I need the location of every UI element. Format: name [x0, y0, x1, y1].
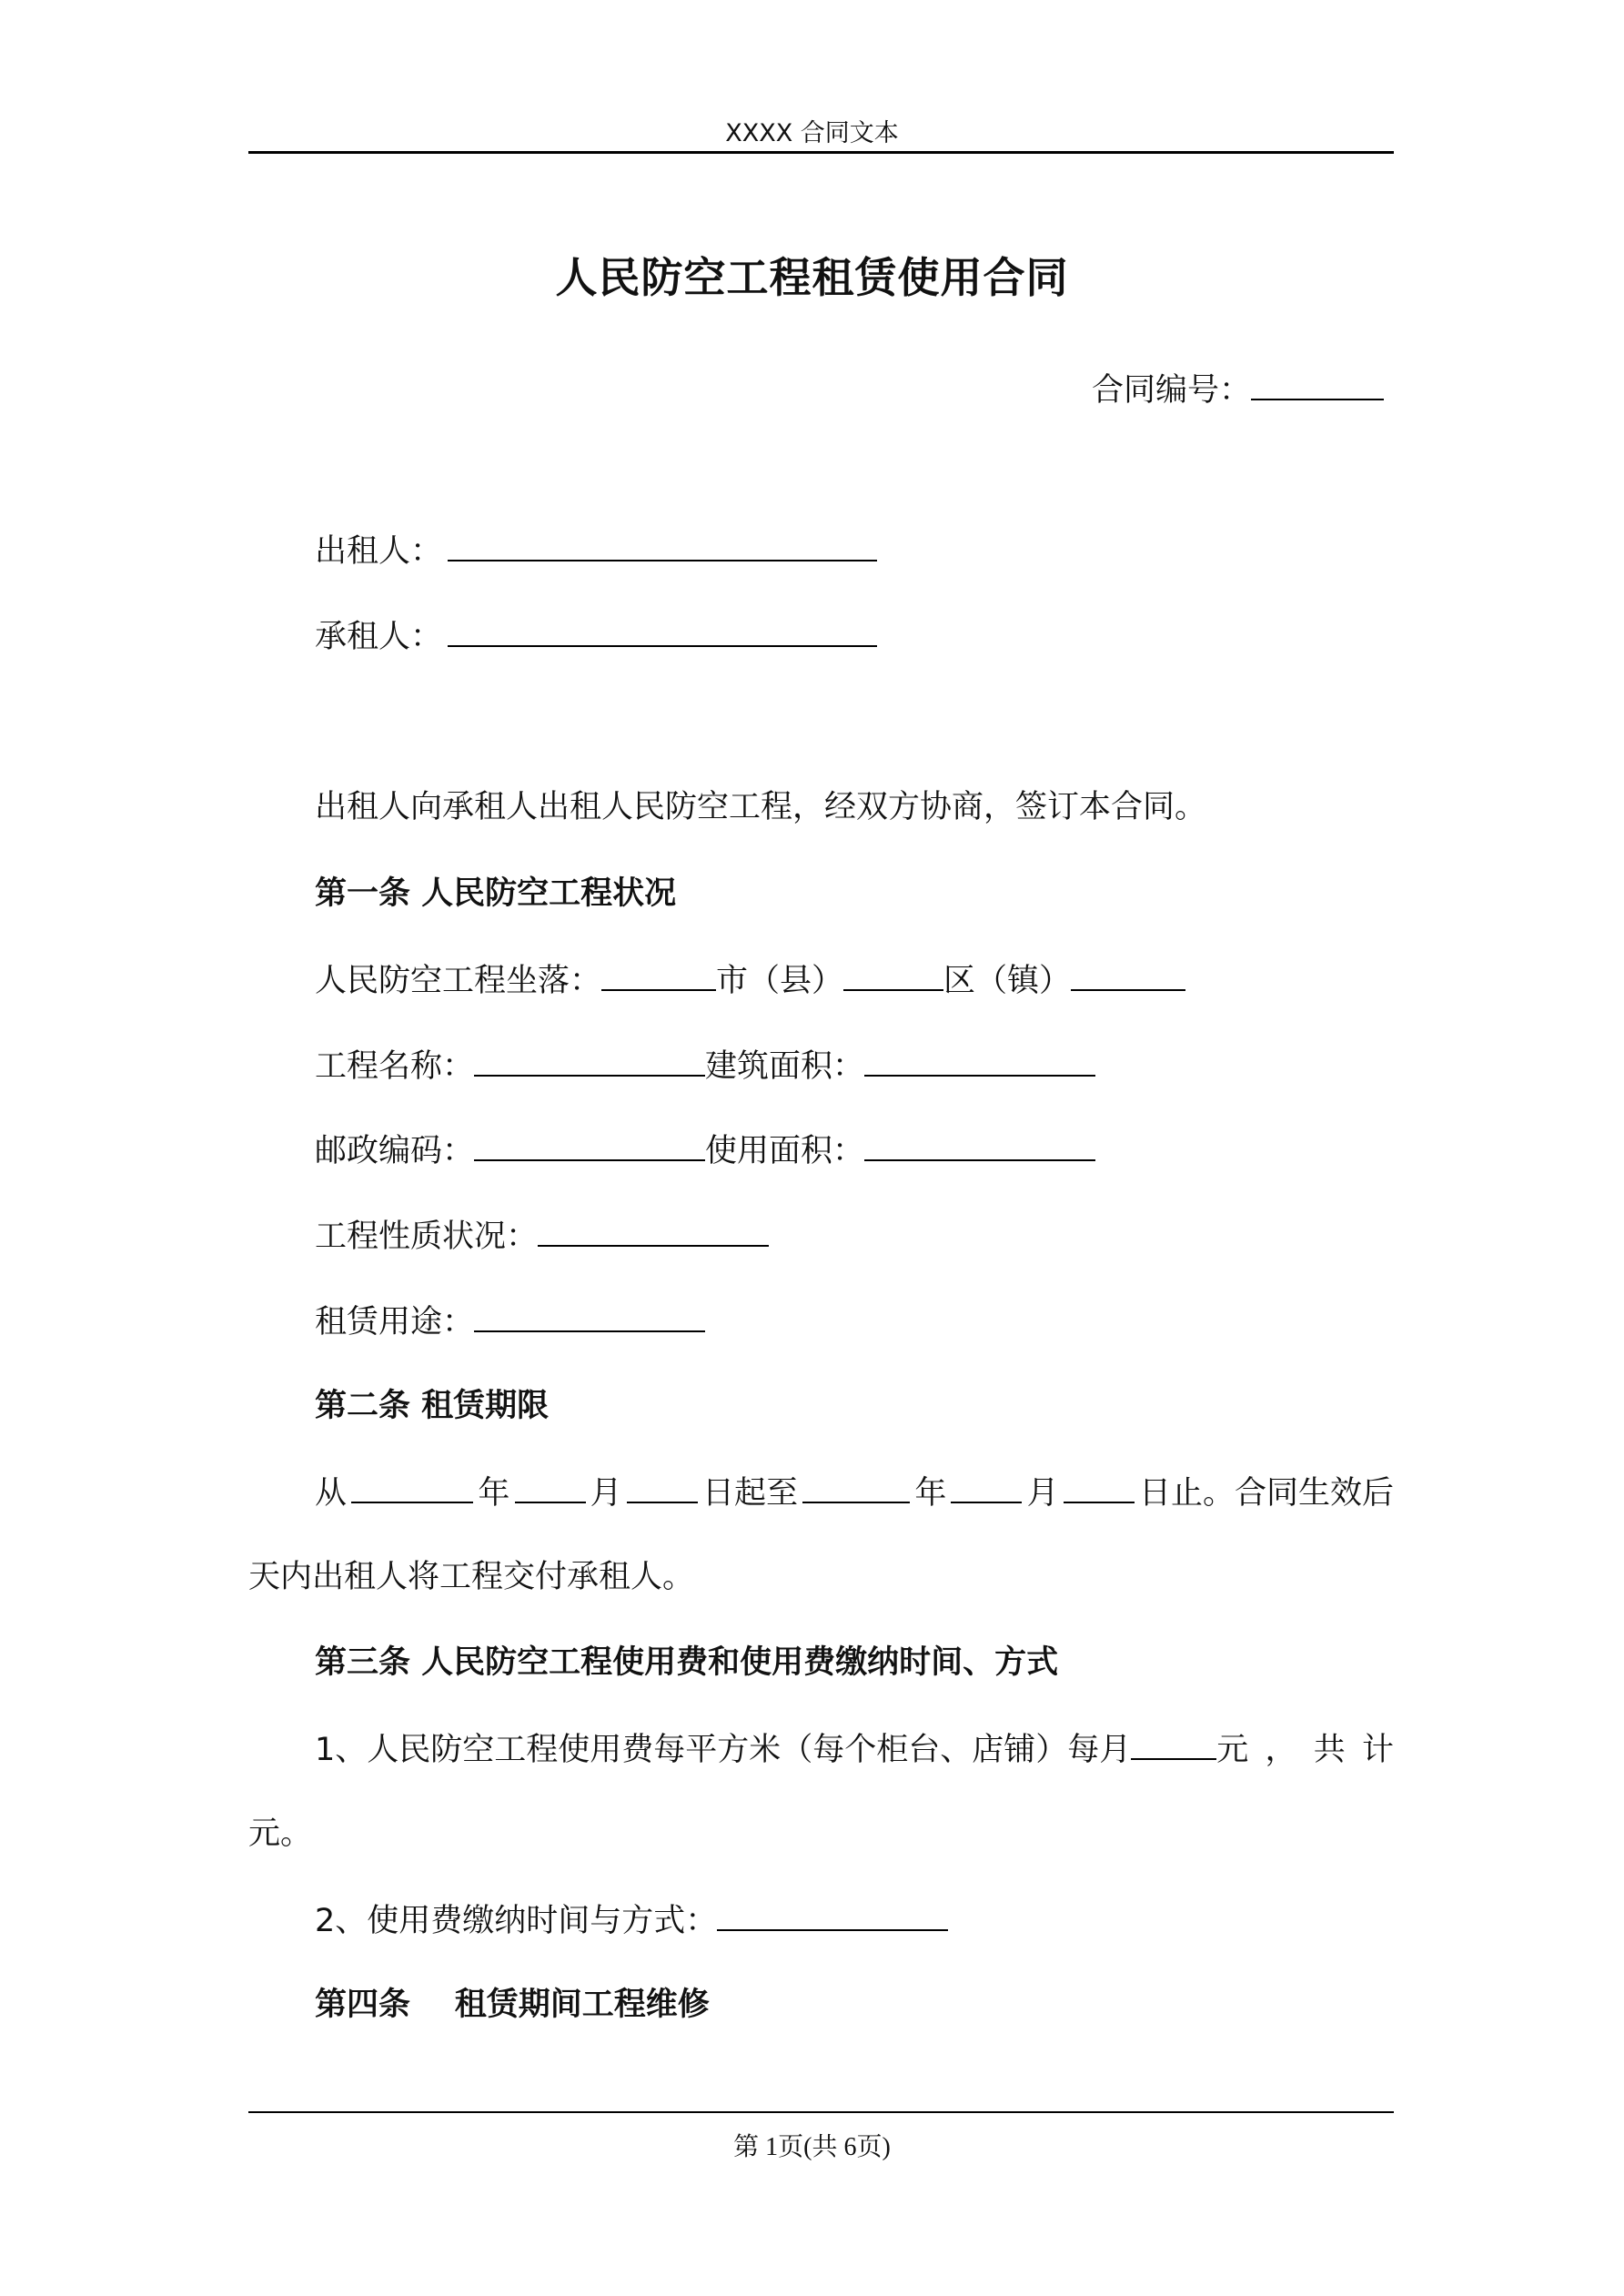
building-area-blank[interactable]	[864, 1040, 1095, 1077]
article-2-heading: 第二条 租赁期限	[315, 1388, 550, 1424]
usable-area-label: 使用面积：	[705, 1133, 865, 1169]
purpose-label: 租赁用途：	[315, 1304, 475, 1340]
purpose-line	[315, 1296, 705, 1347]
location-blank-1[interactable]	[601, 955, 716, 991]
location-blank-2[interactable]	[843, 955, 943, 991]
lessee-blank[interactable]	[448, 611, 877, 647]
article-1-heading: 第一条 人民防空工程状况	[315, 875, 677, 912]
nature-blank[interactable]	[538, 1210, 769, 1247]
usable-area-blank[interactable]	[864, 1125, 1095, 1161]
building-area-label: 建筑面积：	[705, 1048, 865, 1085]
lessee-line	[315, 611, 877, 662]
term-end-month-blank[interactable]	[951, 1467, 1022, 1503]
district-label: 区（镇）	[943, 963, 1072, 999]
term-from: 从	[315, 1475, 348, 1512]
page-footer: 第 1页(共 6页)	[733, 2133, 891, 2161]
intro-paragraph: 出租人向承租人出租人民防空工程，经双方协商，签订本合同。	[315, 789, 1207, 825]
term-day-from: 日起至	[701, 1475, 798, 1512]
fee-line-1	[315, 1724, 1394, 1775]
term-day-to: 日止。合同生效后	[1138, 1475, 1394, 1512]
term-start-year-blank[interactable]	[351, 1467, 473, 1503]
purpose-blank[interactable]	[474, 1296, 705, 1332]
term-start-month-blank[interactable]	[515, 1467, 586, 1503]
term-year-1: 年	[478, 1475, 510, 1512]
lessor-line	[315, 525, 877, 576]
fee-text: 1、人民防空工程使用费每平方米（每个柜台、店铺）每月	[315, 1732, 1132, 1768]
term-start-day-blank[interactable]	[627, 1467, 698, 1503]
article-4-heading: 第四条 租赁期间工程维修	[315, 1987, 710, 2023]
term-end-year-blank[interactable]	[802, 1467, 910, 1503]
term-line	[315, 1467, 1394, 1518]
term-month-1: 月	[590, 1475, 622, 1512]
document-title: 人民防空工程租赁使用合同	[555, 253, 1069, 302]
name-label: 工程名称：	[315, 1048, 475, 1085]
article-3-heading: 第三条 人民防空工程使用费和使用费缴纳时间、方式	[315, 1644, 1059, 1681]
name-blank[interactable]	[474, 1040, 705, 1077]
fee-tail: 元，共计	[1216, 1732, 1394, 1768]
page-header: XXXX 合同文本	[725, 119, 899, 147]
postcode-blank[interactable]	[474, 1125, 705, 1161]
payment-line	[315, 1895, 948, 1946]
postcode-label: 邮政编码：	[315, 1133, 475, 1169]
contract-number-blank[interactable]	[1251, 364, 1384, 400]
location-blank-3[interactable]	[1071, 955, 1185, 991]
nature-line	[315, 1210, 769, 1261]
contract-number-label: 合同编号：	[1092, 372, 1252, 409]
nature-label: 工程性质状况：	[315, 1219, 539, 1255]
payment-blank[interactable]	[717, 1895, 948, 1931]
term-month-2: 月	[1026, 1475, 1059, 1512]
contract-number	[1092, 364, 1384, 415]
lessor-blank[interactable]	[448, 525, 877, 561]
header-rule	[248, 151, 1394, 154]
lessor-label: 出租人：	[315, 533, 443, 570]
term-year-2: 年	[914, 1475, 947, 1512]
postcode-area-line	[315, 1125, 1095, 1176]
fee-line-2: 元。	[248, 1816, 313, 1852]
name-area-line	[315, 1040, 1095, 1091]
term-end-day-blank[interactable]	[1064, 1467, 1135, 1503]
location-label: 人民防空工程坐落：	[315, 963, 602, 999]
lessee-label: 承租人：	[315, 619, 443, 655]
term-line-2: 天内出租人将工程交付承租人。	[248, 1559, 695, 1595]
footer-rule	[248, 2111, 1394, 2113]
location-line	[315, 955, 1185, 1006]
payment-label: 2、使用费缴纳时间与方式：	[315, 1903, 718, 1939]
city-label: 市（县）	[716, 963, 844, 999]
fee-monthly-blank[interactable]	[1131, 1724, 1216, 1760]
